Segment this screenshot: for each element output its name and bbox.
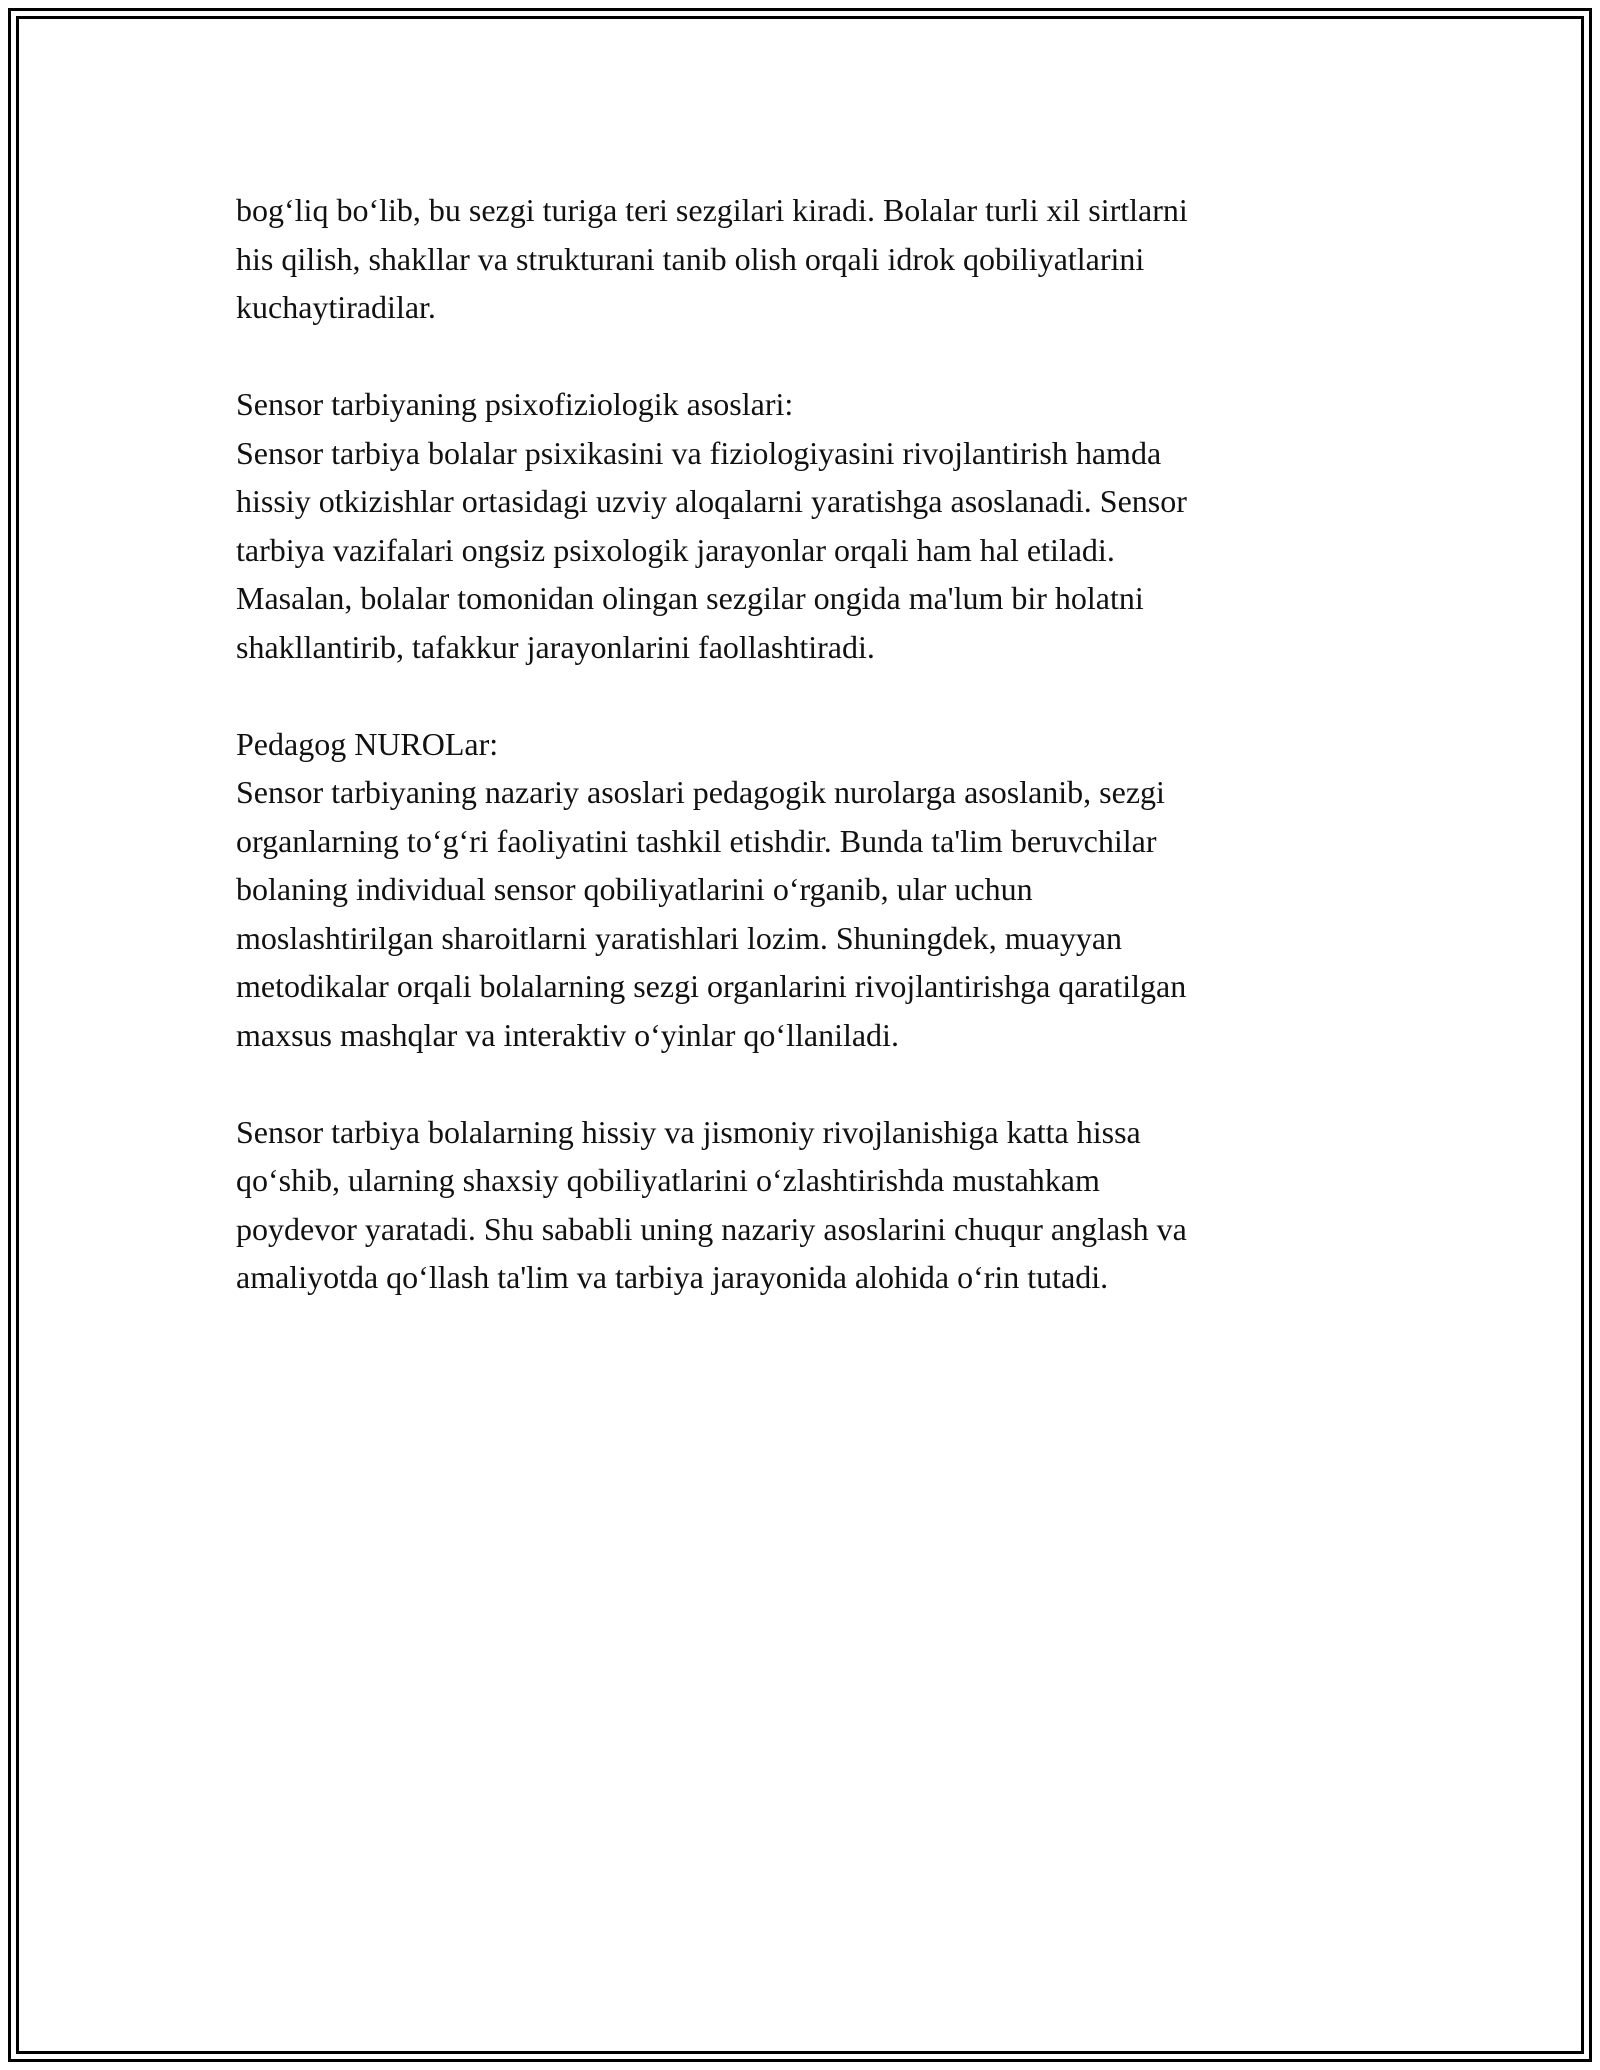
paragraph-spacer: [236, 1059, 1366, 1108]
section-heading-pedagog: [236, 720, 1366, 769]
text-line: Sensor tarbiya bolalar psixikasini va fiziologiyasini rivojlantirish hamda: [236, 434, 1162, 471]
section-heading-psychophysiology: [236, 380, 1366, 429]
text-line: metodikalar orqali bolalarning sezgi organlarini rivojlantirishga qaratilgan: [236, 968, 1187, 1004]
heading-text: Pedagog NUROLar:: [236, 725, 499, 762]
paragraph-3: [236, 768, 1366, 1059]
text-line: poydevor yaratadi. Shu sababli uning nazariy asoslarini chuqur anglash va: [236, 1210, 1187, 1247]
document-body: [236, 186, 1366, 1302]
text-line: organlarning to‘g‘ri faoliyatini tashkil etishdir. Bunda ta'lim beruvchilar: [236, 822, 1157, 859]
paragraph-1: [236, 186, 1366, 332]
paragraph-2: [236, 429, 1366, 672]
text-line: bog‘liq bo‘lib, bu sezgi turiga teri sezgilari kiradi. Bolalar turli xil sirtlarni: [236, 192, 1188, 228]
paragraph-4: [236, 1108, 1366, 1302]
text-line: Sensor tarbiyaning nazariy asoslari pedagogik nurolarga asoslanib, sezgi: [236, 774, 1165, 810]
text-line: maxsus mashqlar va interaktiv o‘yinlar qo‘llaniladi.: [236, 1016, 899, 1053]
text-line: Masalan, bolalar tomonidan olingan sezgilar ongida ma'lum bir holatni: [236, 580, 1144, 616]
text-line: kuchaytiradilar.: [236, 289, 436, 325]
text-line: shakllantirib, tafakkur jarayonlarini faollashtiradi.: [236, 628, 875, 665]
text-line: his qilish, shakllar va strukturani tanib olish orqali idrok qobiliyatlarini: [236, 240, 1145, 277]
text-line: moslashtirilgan sharoitlarni yaratishlari lozim. Shuningdek, muayyan: [236, 919, 1123, 956]
paragraph-spacer: [236, 671, 1366, 720]
text-line: bolaning individual sensor qobiliyatlarini o‘rganib, ular uchun: [236, 871, 1033, 907]
text-line: amaliyotda qo‘llash ta'lim va tarbiya jarayonida alohida o‘rin tutadi.: [236, 1259, 1109, 1295]
text-line: hissiy otkizishlar ortasidagi uzviy aloqalarni yaratishga asoslanadi. Sensor: [236, 483, 1187, 519]
text-line: tarbiya vazifalari ongsiz psixologik jarayonlar orqali ham hal etiladi.: [236, 531, 1115, 568]
text-line: qo‘shib, ularning shaxsiy qobiliyatlarini o‘zlashtirishda mustahkam: [236, 1162, 1100, 1198]
text-line: Sensor tarbiya bolalarning hissiy va jismoniy rivojlanishiga katta hissa: [236, 1113, 1141, 1150]
paragraph-spacer: [236, 332, 1366, 381]
heading-text: Sensor tarbiyaning psixofiziologik asoslari:: [236, 386, 794, 422]
